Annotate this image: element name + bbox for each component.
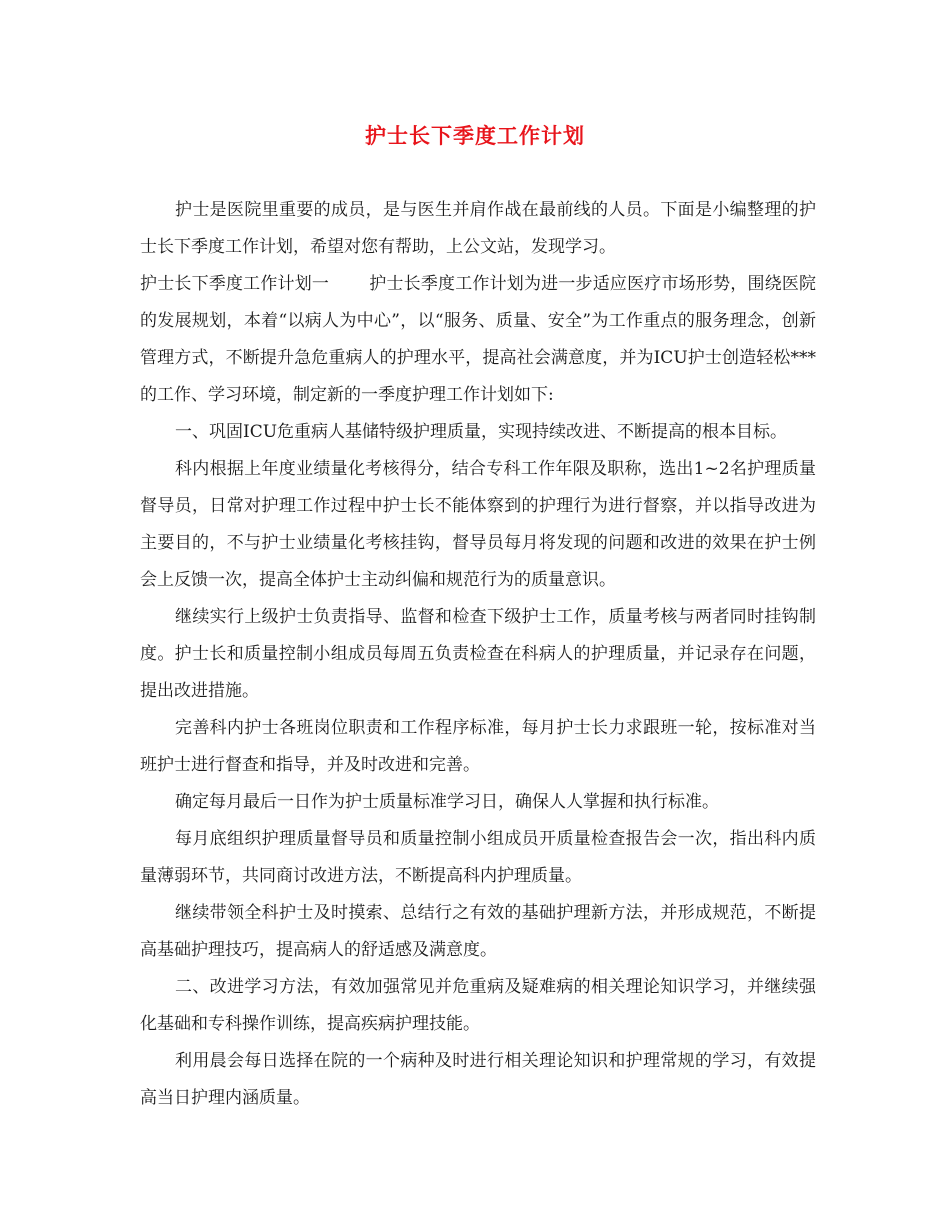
paragraph-item-7: 继续带领全科护士及时摸索、总结行之有效的基础护理新方法，并形成规范，不断提高基础护理技巧，提高病人的舒适感及满意度。 [140, 903, 816, 960]
paragraph-intro: 护士是医院里重要的成员，是与医生并肩作战在最前线的人员。下面是小编整理的护士长下季度工作计划，希望对您有帮助，上公文站，发现学习。 [140, 200, 816, 257]
paragraph-item-8: 二、改进学习方法，有效加强常见并危重病及疑难病的相关理论知识学习，并继续强化基础和专科操作训练，提高疾病护理技能。 [140, 977, 816, 1034]
document-body [140, 192, 816, 1117]
paragraph-item-1: 一、巩固ICU危重病人基储特级护理质量，实现持续改进、不断提高的根本目标。 [175, 422, 788, 442]
document-title: 护士长下季度工作计划 [365, 123, 585, 148]
section-heading: 护士长下季度工作计划一 [140, 274, 330, 294]
paragraph-plan-one [140, 266, 816, 414]
paragraph-item-4: 完善科内护士各班岗位职责和工作程序标准，每月护士长力求跟班一轮，按标准对当班护士进行督查和指导，并及时改进和完善。 [140, 718, 816, 775]
paragraph-plan-one-text: 护士长季度工作计划为进一步适应医疗市场形势，围绕医院的发展规划，本着“以病人为中心”，以“服务、质量、安全”为工作重点的服务理念，创新管理方式，不断提升急危重病人的护理水平，提高社会满意度，并为ICU护士创造轻松***的工作、学习环境，制定新的一季度护理工作计划如下: [140, 274, 817, 405]
paragraph-item-3: 继续实行上级护士负责指导、监督和检查下级护士工作，质量考核与两者同时挂钩制度。护士长和质量控制小组成员每周五负责检查在科病人的护理质量，并记录存在问题，提出改进措施。 [140, 607, 816, 701]
paragraph-item-5: 确定每月最后一日作为护士质量标准学习日，确保人人掌握和执行标准。 [175, 792, 719, 812]
paragraph-item-9: 利用晨会每日选择在院的一个病种及时进行相关理论知识和护理常规的学习，有效提高当日护理内涵质量。 [140, 1051, 816, 1108]
paragraph-item-2: 科内根据上年度业绩量化考核得分，结合专科工作年限及职称，选出1~2名护理质量督导员，日常对护理工作过程中护士长不能体察到的护理行为进行督察，并以指导改进为主要目的，不与护士业绩量化考核挂钩，督导员每月将发现的问题和改进的效果在护士例会上反馈一次，提高全体护士主动纠偏和规范行为的质量意识。 [140, 459, 816, 590]
paragraph-item-6: 每月底组织护理质量督导员和质量控制小组成员开质量检查报告会一次，指出科内质量薄弱环节，共同商讨改进方法，不断提高科内护理质量。 [140, 829, 816, 886]
